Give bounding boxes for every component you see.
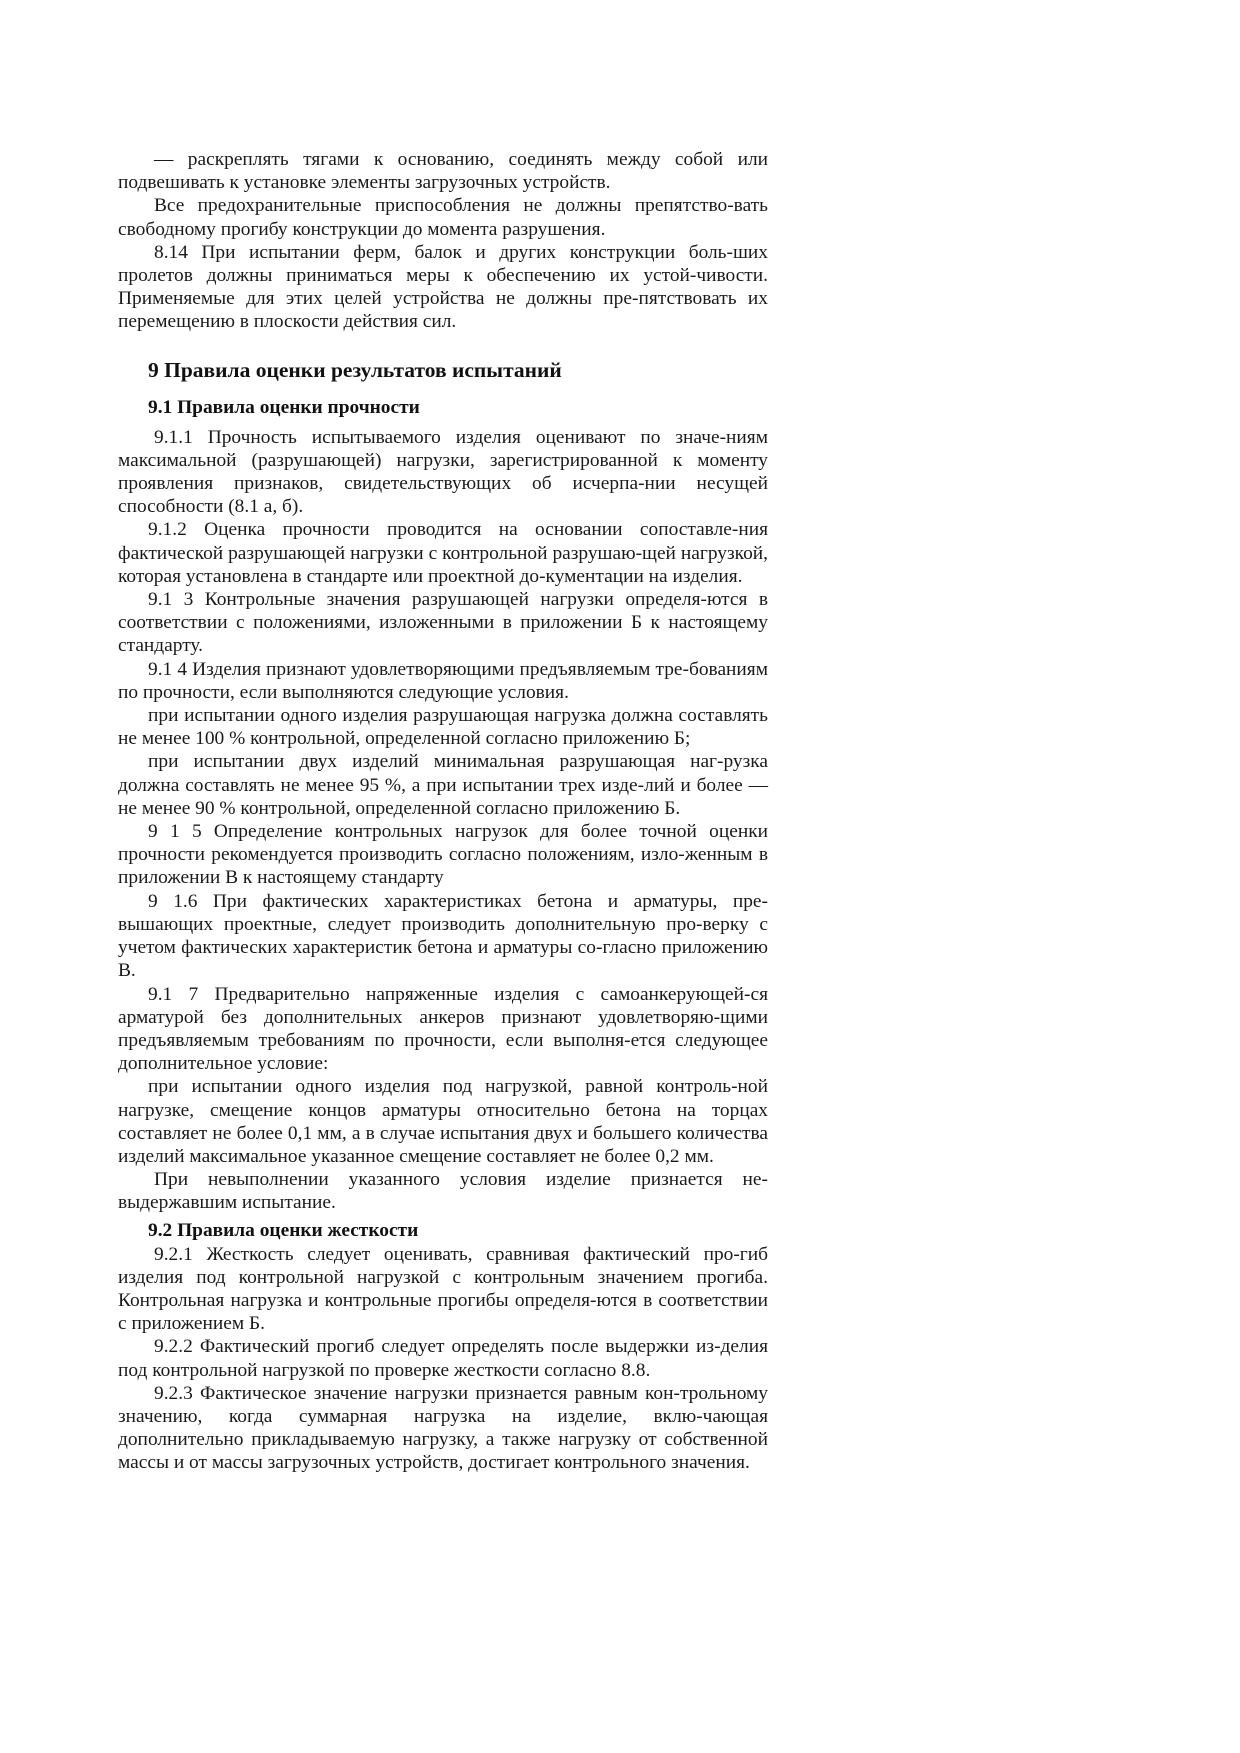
paragraph-9-1-6: 9 1.6 При фактических характеристиках бетона и арматуры, пре-вышающих проектные, следует производить дополнительную про-верку с учетом фактических характеристик бетона и арматуры со-гласно приложению В.	[118, 890, 768, 982]
document-page	[118, 148, 768, 1475]
paragraph-9-1-3: 9.1 3 Контрольные значения разрушающей нагрузки определя-ются в соответствии с положениями, изложенными в приложении Б к настоящему стандарту.	[118, 589, 768, 657]
paragraph-9-1-4: 9.1 4 Изделия признают удовлетворяющими предъявляемым тре-бованиям по прочности, если выполняются следующие условия.	[118, 658, 768, 703]
paragraph-9-1-2: 9.1.2 Оценка прочности проводится на основании сопоставле-ния фактической разрушающей нагрузки с контрольной разрушаю-щей нагрузкой, которая установлена в стандарте или проектной до-кументации на изделия.	[118, 519, 768, 587]
paragraph-9-1-7: 9.1 7 Предварительно напряженные изделия с самоанкерующей-ся арматурой без дополнительных анкеров признают удовлетворяю-щими предъявляемым требованиям по прочности, если выполня-ется следующее дополнительное условие:	[118, 983, 768, 1075]
paragraph-safety-devices: Все предохранительные приспособления не должны препятство-вать свободному прогибу конструкции до момента разрушения.	[118, 195, 768, 240]
paragraph-9-1-4-condition-one: при испытании одного изделия разрушающая нагрузка должна составлять не менее 100 % контрольной, определенной согласно приложению Б;	[118, 705, 768, 750]
paragraph-9-1-7-condition: при испытании одного изделия под нагрузкой, равной контроль-ной нагрузке, смещение концов арматуры относительно бетона на торцах составляет не более 0,1 мм, а в случае испытания двух и большего количества изделий максимальное указанное смещение составляет не более 0,2 мм.	[118, 1076, 768, 1167]
paragraph-8-14: 8.14 При испытании ферм, балок и других конструкции боль-ших пролетов должны приниматься меры к обеспечению их устой-чивости. Применяемые для этих целей устройства не должны пре-пятствовать их перемещению в плоскости действия сил.	[118, 241, 768, 333]
paragraph-9-1-1: 9.1.1 Прочность испытываемого изделия оценивают по значе-ниям максимальной (разрушающей) нагрузки, зарегистрированной к моменту проявления признаков, свидетельствующих об исчерпа-нии несущей способности (8.1 а, б).	[118, 426, 768, 518]
section-9-2-heading: 9.2 Правила оценки жесткости	[148, 1219, 419, 1241]
section-9-1-heading: 9.1 Правила оценки прочности	[148, 396, 420, 418]
paragraph-9-1-5: 9 1 5 Определение контрольных нагрузок для более точной оценки прочности рекомендуется производить согласно положениям, изло-женным в приложении В к настоящему стандарту	[118, 821, 768, 889]
paragraph-9-2-2: 9.2.2 Фактический прогиб следует определять после выдержки из-делия под контрольной нагрузкой по проверке жесткости согласно 8.8.	[118, 1336, 768, 1381]
paragraph-bracing: — раскреплять тягами к основанию, соединять между собой или подвешивать к установке элементы загрузочных устройств.	[118, 149, 768, 194]
paragraph-9-1-7-failure: При невыполнении указанного условия изделие признается не-выдержавшим испытание.	[118, 1169, 768, 1214]
paragraph-9-1-4-condition-two: при испытании двух изделий минимальная разрушающая наг-рузка должна составлять не менее 95 %, а при испытании трех изде-лий и более — не менее 90 % контрольной, определенной согласно приложению Б.	[118, 751, 768, 819]
paragraph-9-2-3: 9.2.3 Фактическое значение нагрузки признается равным кон-трольному значению, когда суммарная нагрузка на изделие, вклю-чающая дополнительно прикладываемую нагрузку, а также нагрузку от собственной массы и от массы загрузочных устройств, достигает контрольного значения.	[118, 1382, 768, 1474]
section-9-heading: 9 Правила оценки результатов испытаний	[148, 357, 562, 382]
paragraph-9-2-1: 9.2.1 Жесткость следует оценивать, сравнивая фактический про-гиб изделия под контрольной нагрузкой с контрольным значением прогиба. Контрольная нагрузка и контрольные прогибы определя-ются в соответствии с приложением Б.	[118, 1243, 768, 1335]
